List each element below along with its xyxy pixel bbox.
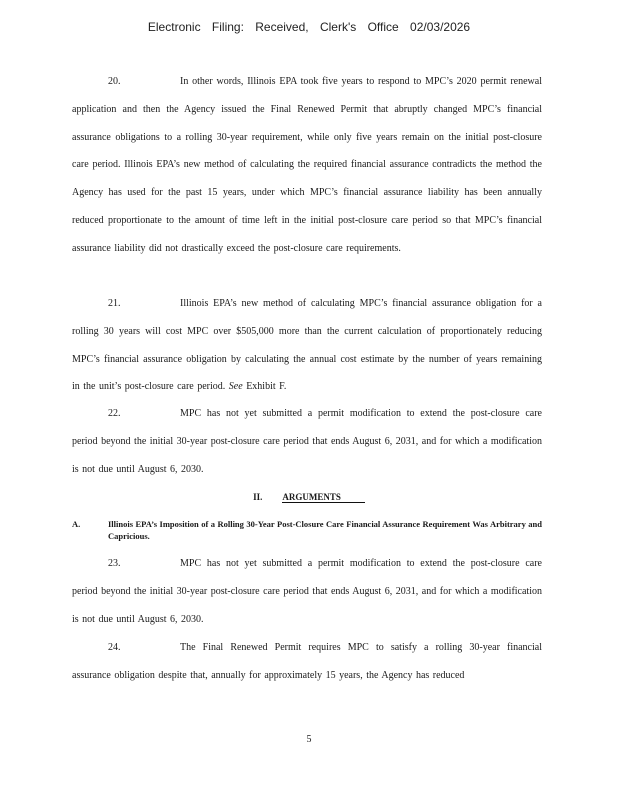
section-title: ARGUMENTS [282, 492, 365, 503]
paragraph-text: MPC has not yet submitted a permit modification to extend the post-closure care period beyond the initial 30-year post-closure care period that ends August 6, 2031, and for which a modification is not due until August 6, 2030. [72, 558, 542, 625]
paragraph-number: 24. [108, 642, 121, 653]
paragraph-number: 20. [108, 76, 121, 87]
paragraph-22 [72, 400, 542, 483]
paragraph-number: 21. [108, 298, 121, 309]
paragraph-23 [72, 550, 542, 633]
citation-exhibit: Exhibit F. [246, 381, 287, 393]
paragraph-text: In other words, Illinois EPA took five years to respond to MPC’s 2020 permit renewal application and then the Agency issued the Final Renewed Permit that abruptly changed MPC’s financial assurance obligations to a rolling 30-year requirement, while only five years remain on the initial post-closure care period. Illinois EPA’s new method of calculating the required financial assurance contradicts the method the Agency has used for the past 15 years, under which MPC’s financial assurance liability has been annually reduced proportionate to the amount of time left in the initial post-closure care period so that MPC’s financial assurance liability did not drastically exceed the post-closure care requirements. [72, 76, 542, 254]
paragraph-text: Illinois EPA’s new method of calculating MPC’s financial assurance obligation for a rolling 30 years will cost MPC over $505,000 more than the current calculation of proportionately reducing MPC’s financial assurance obligation by calculating the annual cost estimate by the number of years remaining in the unit’s post-closure care period. [72, 298, 542, 393]
paragraph-text: MPC has not yet submitted a permit modification to extend the post-closure care period beyond the initial 30-year post-closure care period that ends August 6, 2031, and for which a modification is not due until August 6, 2030. [72, 408, 542, 475]
subsection-title: Illinois EPA’s Imposition of a Rolling 30-Year Post-Closure Care Financial Assurance Requirement Was Arbitrary and Capricious. [108, 519, 542, 541]
citation-signal: See [228, 381, 243, 393]
page-number: 5 [306, 734, 312, 745]
paragraph-21 [72, 290, 542, 401]
paragraph-24 [72, 634, 542, 690]
paragraph-text: The Final Renewed Permit requires MPC to satisfy a rolling 30-year financial assurance obligation despite that, annually for approximately 15 years, the Agency has reduced [72, 642, 542, 681]
section-heading [0, 492, 618, 503]
subsection-letter: A. [72, 519, 81, 529]
subsection-heading [72, 518, 542, 542]
filing-stamp-header: Electronic Filing: Received, Clerk's Office 02/03/2026 [147, 20, 471, 34]
paragraph-number: 23. [108, 558, 121, 569]
section-number: II. [253, 492, 263, 502]
paragraph-20 [72, 68, 542, 263]
paragraph-number: 22. [108, 408, 121, 419]
